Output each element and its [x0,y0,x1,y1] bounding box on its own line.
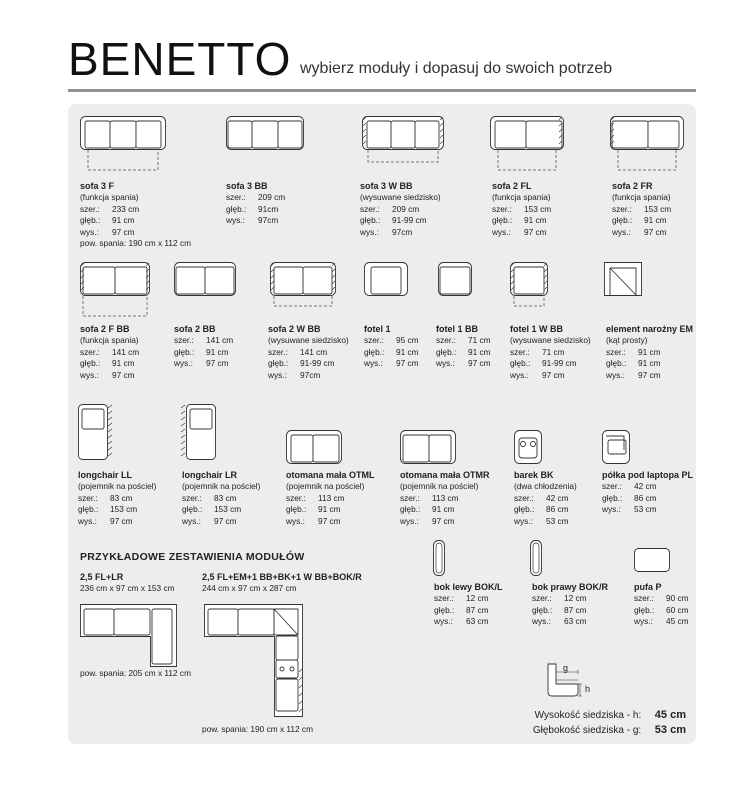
spec-sofa-3f: sofa 3 F (funkcja spania) szer.: 233 cm głęb.: 91 cm wys.: 97 cm pow. spania: 190 cm x 112 cm [80,181,192,249]
spec-sofa-2wbb: sofa 2 W BB (wysuwane siedzisko) szer.: 141 cm głęb.: 91-99 cm wys.: 97cm [268,324,349,380]
module-name: otomana mała OTML [286,470,375,480]
seat-depth-letter: g [563,663,569,673]
combo-2-header [202,572,362,594]
module-name: bok lewy BOK/L [434,582,503,592]
seat-depth-label: Głębokość siedziska - g: [532,725,642,736]
spec-longchair-ll: longchair LL (pojemnik na pościel) szer.: 83 cm głęb.: 153 cm wys.: 97 cm [78,470,157,526]
seat-height-value: 45 cm [654,709,686,721]
fotel-1bb-icon [438,262,472,298]
combinations-heading: PRZYKŁADOWE ZESTAWIENIA MODUŁÓW [80,551,305,563]
spec-sofa-2fbb: sofa 2 F BB (funkcja spania) szer.: 141 cm głęb.: 91 cm wys.: 97 cm [80,324,140,380]
tagline: wybierz moduły i dopasuj do swoich potrzeb [300,60,613,77]
module-note: (wysuwane siedzisko) [268,335,349,346]
side-left-icon [433,540,447,576]
side-right-icon [530,540,544,576]
spec-fotel-1: fotel 1 szer.: 95 cm głęb.: 91 cm wys.: 97 cm [364,324,419,369]
brand-title: BENETTO [68,33,292,85]
module-name: longchair LR [182,470,238,480]
combo-1-sleep-area: pow. spania: 205 cm x 112 cm [80,668,191,678]
module-name: bok prawy BOK/R [532,582,609,592]
spec-sofa-2fl: sofa 2 FL (funkcja spania) szer.: 153 cm głęb.: 91 cm wys.: 97 cm [492,181,552,237]
barek-icon [514,430,542,464]
module-name: sofa 3 BB [226,181,268,191]
seat-depth-value: 53 cm [654,724,686,736]
otoman-otmr-icon [400,430,456,466]
seat-specs [470,708,686,738]
module-name: sofa 2 BB [174,324,216,334]
combo-2-sleep-area: pow. spania: 190 cm x 112 cm [202,724,313,734]
combo-name: 2,5 FL+EM+1 BB+BK+1 W BB+BOK/R [202,572,362,582]
module-note: (funkcja spania) [80,335,139,346]
seat-height-label: Wysokość siedziska - h: [534,710,642,721]
module-name: sofa 3 W BB [360,181,413,191]
module-note: (pojemnik na pościel) [286,481,365,492]
combo-1-header [80,572,175,594]
seat-depth-row [470,723,686,738]
combo-dims: 236 cm x 97 cm x 153 cm [80,583,175,593]
combo-dims: 244 cm x 97 cm x 287 cm [202,583,297,593]
spec-fotel-1wbb: fotel 1 W BB (wysuwane siedzisko) szer.: 71 cm głęb.: 91-99 cm wys.: 97 cm [510,324,591,380]
module-name: barek BK [514,470,554,480]
module-name: sofa 2 F BB [80,324,130,334]
otoman-otml-icon [286,430,342,466]
module-note: (funkcja spania) [492,192,551,203]
fotel-1wbb-icon [510,262,548,310]
module-note: (funkcja spania) [80,192,139,203]
seat-height-letter: h [585,684,591,694]
module-name: fotel 1 W BB [510,324,563,334]
module-note: (pojemnik na pościel) [78,481,157,492]
combo-1-layout-icon [80,602,180,668]
sofa-3bb-icon [226,116,304,152]
seat-height-row [470,708,686,723]
module-name: otomana mała OTMR [400,470,490,480]
spec-sofa-2fr: sofa 2 FR (funkcja spania) szer.: 153 cm głęb.: 91 cm wys.: 97 cm [612,181,672,237]
sofa-2bb-icon [174,262,236,298]
spec-side-right: bok prawy BOK/R szer.: 12 cm głęb.: 87 cm wys.: 63 cm [532,582,609,627]
spec-sofa-3wbb: sofa 3 W BB (wysuwane siedzisko) szer.: 209 cm głęb.: 91-99 cm wys.: 97cm [360,181,441,237]
module-name: sofa 2 FL [492,181,532,191]
module-name: pufa P [634,582,662,592]
spec-laptop-shelf: półka pod laptopa PL szer.: 42 cm głęb.: 86 cm wys.: 53 cm [602,470,694,515]
module-name: półka pod laptopa PL [602,470,694,480]
spec-otoman-otmr: otomana mała OTMR (pojemnik na pościel) szer.: 113 cm głęb.: 91 cm wys.: 97 cm [400,470,490,526]
laptop-shelf-icon [602,430,630,464]
module-note: (kąt prosty) [606,335,648,346]
spec-pouf: pufa P szer.: 90 cm głęb.: 60 cm wys.: 45 cm [634,582,689,627]
sofa-2fbb-icon [80,262,150,318]
module-name: element narożny EM [606,324,694,334]
sofa-2fr-icon [610,116,684,172]
module-note: (funkcja spania) [612,192,671,203]
spec-barek: barek BK (dwa chłodzenia) szer.: 42 cm głęb.: 86 cm wys.: 53 cm [514,470,577,526]
spec-sofa-3bb: sofa 3 BB szer.: 209 cm głęb.: 91cm wys.: 97cm [226,181,286,226]
spec-corner-element: element narożny EM (kąt prosty) szer.: 91 cm głęb.: 91 cm wys.: 97 cm [606,324,694,380]
module-name: sofa 3 F [80,181,115,191]
spec-fotel-1bb: fotel 1 BB szer.: 71 cm głęb.: 91 cm wys.: 97 cm [436,324,491,369]
combo-2-layout-icon [204,602,304,718]
module-name: fotel 1 [364,324,391,334]
spec-sofa-2bb: sofa 2 BB szer.: 141 cm głęb.: 91 cm wys.: 97 cm [174,324,234,369]
spec-longchair-lr: longchair LR (pojemnik na pościel) szer.: 83 cm głęb.: 153 cm wys.: 97 cm [182,470,261,526]
module-name: fotel 1 BB [436,324,479,334]
pouf-icon [634,548,670,572]
sofa-3f-icon [80,116,166,172]
module-note: (wysuwane siedzisko) [510,335,591,346]
module-note: (dwa chłodzenia) [514,481,577,492]
corner-element-icon [604,262,642,298]
module-note: (wysuwane siedzisko) [360,192,441,203]
module-name: sofa 2 W BB [268,324,321,334]
combo-name: 2,5 FL+LR [80,572,124,582]
sofa-3wbb-icon [362,116,444,168]
sofa-2fl-icon [490,116,564,172]
module-note: (pojemnik na pościel) [182,481,261,492]
header-rule [68,89,696,92]
spec-side-left: bok lewy BOK/L szer.: 12 cm głęb.: 87 cm wys.: 63 cm [434,582,503,627]
spec-otoman-otml: otomana mała OTML (pojemnik na pościel) szer.: 113 cm głęb.: 91 cm wys.: 97 cm [286,470,375,526]
fotel-1-icon [364,262,408,298]
module-name: sofa 2 FR [612,181,653,191]
sofa-2wbb-icon [270,262,336,310]
seat-profile-icon [542,662,582,700]
longchair-ll-icon [78,404,114,460]
module-name: longchair LL [78,470,132,480]
module-note: (pojemnik na pościel) [400,481,479,492]
longchair-lr-icon [180,404,216,460]
